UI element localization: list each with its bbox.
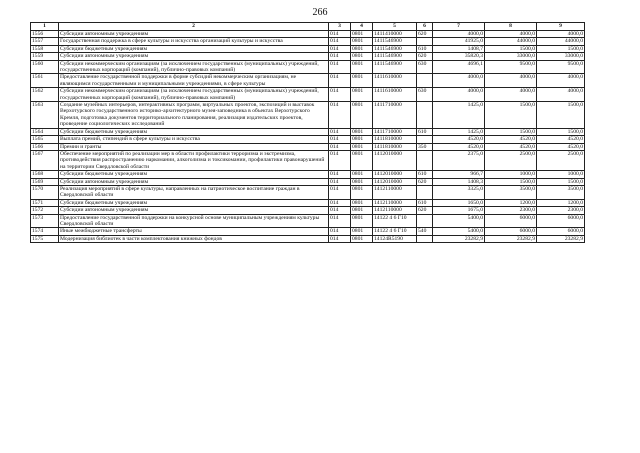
row-target-article: 1412110000: [373, 207, 417, 214]
table-row: [31, 214, 585, 228]
table-row: [31, 88, 585, 102]
row-number: 1556: [31, 31, 59, 38]
row-grbs: 014: [329, 150, 351, 170]
row-amount-col8: 1500,0: [485, 128, 537, 135]
row-expense-type: 540: [417, 228, 433, 235]
row-name: Создание музейных интерьеров, интерактивных программ, виртуальных проектов, экспозиций и выставок Верхотурского государственного историко-архитектурного музея-заповедника в объектах Верхотурского Кремля, подготовка документов территориального планирования, реализация издательских проектов, проведение социологических исследований: [59, 102, 329, 129]
row-name: Субсидии бюджетным учреждениям: [59, 171, 329, 178]
row-expense-type: 620: [417, 207, 433, 214]
table-row: [31, 199, 585, 206]
table-row: [31, 31, 585, 38]
row-target-article: 1411610000: [373, 74, 417, 88]
row-amount-col8: 6000,0: [485, 214, 537, 228]
row-grbs: 014: [329, 38, 351, 45]
row-target-article: 1412110000: [373, 199, 417, 206]
row-section: 0801: [351, 150, 373, 170]
row-name: Предоставление государственной поддержки в форме субсидий некоммерческим организациям, не являющимся государственными и муниципальными учреждениями, в сфере культуры: [59, 74, 329, 88]
row-section: 0801: [351, 74, 373, 88]
row-name: Выплата премий, стипендий в сфере культуры и искусства: [59, 136, 329, 143]
row-amount-col7: 23282,9: [433, 235, 485, 242]
row-amount-col7: 2375,0: [433, 150, 485, 170]
row-number: 1563: [31, 102, 59, 129]
row-target-article: 1411710000: [373, 102, 417, 129]
row-section: 0801: [351, 45, 373, 52]
row-section: 0801: [351, 185, 373, 199]
row-amount-col9: 1500,0: [537, 178, 585, 185]
row-expense-type: 620: [417, 178, 433, 185]
row-amount-col7: 5400,0: [433, 214, 485, 228]
row-section: 0801: [351, 128, 373, 135]
row-number: 1562: [31, 88, 59, 102]
row-amount-col9: 4000,0: [537, 31, 585, 38]
row-target-article: 1411610000: [373, 88, 417, 102]
row-target-article: 1411410000: [373, 31, 417, 38]
row-target-article: 14124R5190: [373, 235, 417, 242]
row-target-article: 1411546900: [373, 45, 417, 52]
row-grbs: 014: [329, 214, 351, 228]
row-grbs: 014: [329, 102, 351, 129]
table-row: [31, 45, 585, 52]
row-amount-col8: 4520,0: [485, 136, 537, 143]
row-amount-col8: 4000,0: [485, 31, 537, 38]
row-number: 1558: [31, 45, 59, 52]
row-expense-type: 350: [417, 143, 433, 150]
row-amount-col8: 6000,0: [485, 228, 537, 235]
row-amount-col8: 4520,0: [485, 143, 537, 150]
row-amount-col8: 23282,9: [485, 235, 537, 242]
col-header-2: 2: [59, 23, 329, 31]
row-amount-col9: 1200,0: [537, 199, 585, 206]
row-section: 0801: [351, 102, 373, 129]
row-section: 0801: [351, 235, 373, 242]
row-number: 1561: [31, 74, 59, 88]
row-grbs: 014: [329, 128, 351, 135]
row-section: 0801: [351, 171, 373, 178]
row-expense-type: [417, 185, 433, 199]
row-amount-col7: 1425,0: [433, 102, 485, 129]
table-row: [31, 136, 585, 143]
row-amount-col7: 41925,0: [433, 38, 485, 45]
table-row: [31, 185, 585, 199]
row-amount-col9: 4000,0: [537, 74, 585, 88]
row-number: 1573: [31, 214, 59, 228]
col-header-8: 8: [485, 23, 537, 31]
row-grbs: 014: [329, 207, 351, 214]
row-amount-col9: 2500,0: [537, 150, 585, 170]
row-amount-col7: 3325,0: [433, 185, 485, 199]
row-amount-col8: 2300,0: [485, 207, 537, 214]
row-amount-col9: 4000,0: [537, 88, 585, 102]
row-section: 0801: [351, 60, 373, 74]
row-amount-col9: 4520,0: [537, 143, 585, 150]
row-grbs: 014: [329, 60, 351, 74]
row-amount-col7: 4520,0: [433, 143, 485, 150]
row-number: 1564: [31, 128, 59, 135]
row-target-article: 1411810000: [373, 136, 417, 143]
row-amount-col7: 1408,3: [433, 178, 485, 185]
table-row: [31, 207, 585, 214]
table-row: [31, 235, 585, 242]
row-section: 0801: [351, 53, 373, 60]
row-amount-col8: 33000,0: [485, 53, 537, 60]
row-expense-type: [417, 74, 433, 88]
row-expense-type: [417, 38, 433, 45]
row-expense-type: 630: [417, 60, 433, 74]
row-target-article: 1412010000: [373, 150, 417, 170]
row-expense-type: 610: [417, 128, 433, 135]
row-section: 0801: [351, 199, 373, 206]
table-row: [31, 143, 585, 150]
table-row: [31, 228, 585, 235]
row-section: 0801: [351, 143, 373, 150]
row-amount-col7: 966,7: [433, 171, 485, 178]
table-row: [31, 171, 585, 178]
col-header-4: 4: [351, 23, 373, 31]
row-section: 0801: [351, 136, 373, 143]
row-grbs: 014: [329, 228, 351, 235]
row-target-article: 1411546900: [373, 38, 417, 45]
row-target-article: 14122 4 6 Г10: [373, 228, 417, 235]
row-grbs: 014: [329, 143, 351, 150]
page-number: 266: [312, 7, 328, 18]
row-amount-col7: 1675,0: [433, 207, 485, 214]
row-amount-col7: 4696,1: [433, 60, 485, 74]
row-expense-type: [417, 150, 433, 170]
row-amount-col9: 6000,0: [537, 214, 585, 228]
row-amount-col8: 1000,0: [485, 171, 537, 178]
row-amount-col7: 4000,0: [433, 74, 485, 88]
table-row: [31, 178, 585, 185]
budget-table: [30, 22, 585, 243]
row-name: Субсидии бюджетным учреждениям: [59, 199, 329, 206]
row-expense-type: 620: [417, 31, 433, 38]
row-amount-col7: 4000,0: [433, 31, 485, 38]
row-amount-col8: 9500,0: [485, 60, 537, 74]
row-name: Субсидии бюджетным учреждениям: [59, 128, 329, 135]
row-grbs: 014: [329, 199, 351, 206]
row-target-article: 1411546900: [373, 53, 417, 60]
row-amount-col9: 1000,0: [537, 171, 585, 178]
row-target-article: 1412010000: [373, 171, 417, 178]
row-name: Обеспечение мероприятий по реализации мер в области профилактики терроризма и экстремизма, противодействия распространению наркомании, алкоголизма и токсикомании, профилактики правонарушений на территории Свердловской области: [59, 150, 329, 170]
row-amount-col7: 35820,3: [433, 53, 485, 60]
row-section: 0801: [351, 88, 373, 102]
row-number: 1560: [31, 60, 59, 74]
row-name: Субсидии автономным учреждениям: [59, 207, 329, 214]
row-amount-col7: 1408,7: [433, 45, 485, 52]
row-grbs: 014: [329, 171, 351, 178]
row-amount-col9: 2300,0: [537, 207, 585, 214]
row-target-article: 1412010000: [373, 178, 417, 185]
row-amount-col7: 4520,0: [433, 136, 485, 143]
col-header-5: 5: [373, 23, 417, 31]
table-row: [31, 102, 585, 129]
row-grbs: 014: [329, 53, 351, 60]
row-name: Государственная поддержка в сфере культуры и искусства организаций культуры и искусства: [59, 38, 329, 45]
row-target-article: 1411546900: [373, 60, 417, 74]
row-name: Субсидии некоммерческим организациям (за исключением государственных (муниципальных) учреждений, государственных корпораций (компаний), публично-правовых компаний): [59, 60, 329, 74]
row-amount-col9: 4520,0: [537, 136, 585, 143]
row-expense-type: 610: [417, 199, 433, 206]
row-name: Субсидии бюджетным учреждениям: [59, 45, 329, 52]
col-header-1: 1: [31, 23, 59, 31]
row-amount-col9: 33000,0: [537, 53, 585, 60]
row-grbs: 014: [329, 185, 351, 199]
row-amount-col8: 44000,0: [485, 38, 537, 45]
row-section: 0801: [351, 38, 373, 45]
row-amount-col9: 1500,0: [537, 128, 585, 135]
row-grbs: 014: [329, 74, 351, 88]
row-amount-col9: 9500,0: [537, 60, 585, 74]
row-target-article: 1411810000: [373, 143, 417, 150]
col-header-6: 6: [417, 23, 433, 31]
row-amount-col8: 4000,0: [485, 88, 537, 102]
row-amount-col8: 1500,0: [485, 178, 537, 185]
row-number: 1569: [31, 178, 59, 185]
header-row: [31, 23, 585, 31]
row-amount-col7: 5400,0: [433, 228, 485, 235]
row-number: 1567: [31, 150, 59, 170]
row-amount-col9: 6000,0: [537, 228, 585, 235]
row-number: 1566: [31, 143, 59, 150]
row-amount-col8: 1500,0: [485, 102, 537, 129]
col-header-3: 3: [329, 23, 351, 31]
row-grbs: 014: [329, 178, 351, 185]
row-target-article: 1411710000: [373, 128, 417, 135]
row-amount-col8: 1200,0: [485, 199, 537, 206]
row-amount-col7: 4000,0: [433, 88, 485, 102]
row-section: 0801: [351, 207, 373, 214]
row-expense-type: [417, 214, 433, 228]
row-expense-type: 610: [417, 45, 433, 52]
row-name: Премии и гранты: [59, 143, 329, 150]
row-section: 0801: [351, 178, 373, 185]
row-number: 1572: [31, 207, 59, 214]
row-number: 1570: [31, 185, 59, 199]
row-amount-col7: 1650,0: [433, 199, 485, 206]
row-expense-type: [417, 136, 433, 143]
table-row: [31, 38, 585, 45]
row-number: 1574: [31, 228, 59, 235]
row-number: 1575: [31, 235, 59, 242]
row-expense-type: [417, 102, 433, 129]
row-expense-type: 620: [417, 53, 433, 60]
row-section: 0801: [351, 228, 373, 235]
row-amount-col8: 2500,0: [485, 150, 537, 170]
row-amount-col9: 1500,0: [537, 45, 585, 52]
row-name: Субсидии автономным учреждениям: [59, 178, 329, 185]
row-amount-col9: 44000,0: [537, 38, 585, 45]
row-name: Модернизация библиотек в части комплектования книжных фондов: [59, 235, 329, 242]
row-amount-col9: 23282,9: [537, 235, 585, 242]
row-grbs: 014: [329, 136, 351, 143]
row-number: 1571: [31, 199, 59, 206]
row-amount-col9: 3500,0: [537, 185, 585, 199]
row-name: Иные межбюджетные трансферты: [59, 228, 329, 235]
row-number: 1568: [31, 171, 59, 178]
row-name: Предоставление государственной поддержки на конкурсной основе муниципальным учреждениям культуры Свердловской области: [59, 214, 329, 228]
row-section: 0801: [351, 214, 373, 228]
row-expense-type: 610: [417, 171, 433, 178]
table-row: [31, 53, 585, 60]
row-grbs: 014: [329, 31, 351, 38]
table-row: [31, 74, 585, 88]
col-header-7: 7: [433, 23, 485, 31]
row-expense-type: [417, 235, 433, 242]
row-grbs: 014: [329, 88, 351, 102]
row-target-article: 1412110000: [373, 185, 417, 199]
row-name: Субсидии автономным учреждениям: [59, 53, 329, 60]
row-amount-col8: 1500,0: [485, 45, 537, 52]
row-name: Субсидии некоммерческим организациям (за исключением государственных (муниципальных) учреждений, государственных корпораций (компаний), публично-правовых компаний): [59, 88, 329, 102]
row-target-article: 14122 4 6 Г10: [373, 214, 417, 228]
row-number: 1559: [31, 53, 59, 60]
row-grbs: 014: [329, 45, 351, 52]
row-grbs: 014: [329, 235, 351, 242]
row-section: 0801: [351, 31, 373, 38]
row-amount-col7: 1425,0: [433, 128, 485, 135]
table-row: [31, 150, 585, 170]
row-amount-col9: 1500,0: [537, 102, 585, 129]
row-name: Субсидии автономным учреждениям: [59, 31, 329, 38]
row-amount-col8: 3500,0: [485, 185, 537, 199]
table-row: [31, 60, 585, 74]
row-expense-type: 630: [417, 88, 433, 102]
table-row: [31, 128, 585, 135]
row-number: 1565: [31, 136, 59, 143]
row-amount-col8: 4000,0: [485, 74, 537, 88]
row-number: 1557: [31, 38, 59, 45]
col-header-9: 9: [537, 23, 585, 31]
row-name: Реализация мероприятий в сфере культуры, направленных на патриотическое воспитание граждан в Свердловской области: [59, 185, 329, 199]
